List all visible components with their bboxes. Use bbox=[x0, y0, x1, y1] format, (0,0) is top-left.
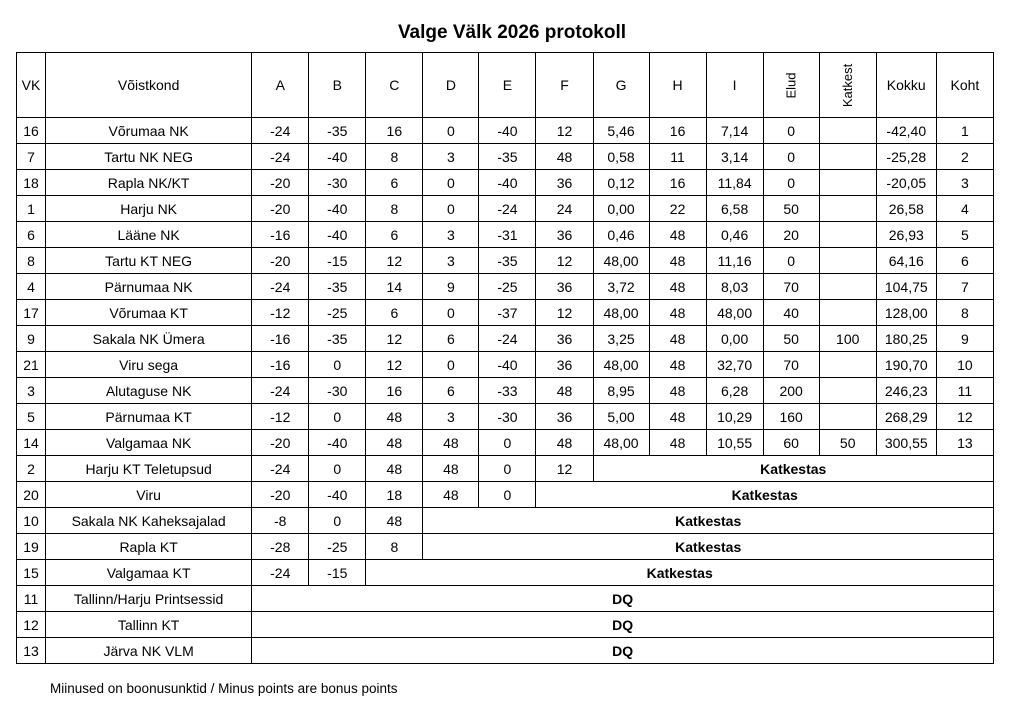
score-cell: 0 bbox=[423, 300, 479, 326]
katkest-cell bbox=[819, 378, 876, 404]
score-cell: 48 bbox=[649, 378, 706, 404]
team-cell: Viru sega bbox=[46, 352, 252, 378]
score-cell: -24 bbox=[479, 196, 536, 222]
katkest-cell: 50 bbox=[819, 430, 876, 456]
score-cell: 48 bbox=[649, 352, 706, 378]
vk-cell: 5 bbox=[17, 404, 46, 430]
score-cell: 6 bbox=[366, 300, 423, 326]
score-cell: 6,58 bbox=[706, 196, 763, 222]
vk-cell: 10 bbox=[17, 508, 46, 534]
table-row bbox=[17, 508, 994, 534]
elud-cell: 50 bbox=[763, 326, 819, 352]
score-cell: -35 bbox=[309, 326, 366, 352]
score-cell: 0 bbox=[479, 430, 536, 456]
table-row bbox=[17, 118, 994, 144]
score-cell: 48 bbox=[366, 456, 423, 482]
table-row bbox=[17, 404, 994, 430]
score-cell: -40 bbox=[309, 222, 366, 248]
katkest-cell bbox=[819, 170, 876, 196]
header-katkest bbox=[819, 53, 876, 118]
score-cell: -24 bbox=[252, 118, 309, 144]
team-cell: Pärnumaa KT bbox=[46, 404, 252, 430]
team-cell: Rapla NK/KT bbox=[46, 170, 252, 196]
table-row bbox=[17, 612, 994, 638]
score-cell: 11,84 bbox=[706, 170, 763, 196]
score-cell: 16 bbox=[649, 118, 706, 144]
elud-cell: 70 bbox=[763, 352, 819, 378]
score-cell: -12 bbox=[252, 300, 309, 326]
katkest-cell bbox=[819, 222, 876, 248]
score-cell: -30 bbox=[479, 404, 536, 430]
score-cell: -35 bbox=[479, 144, 536, 170]
total-cell: 268,29 bbox=[876, 404, 936, 430]
elud-cell: 60 bbox=[763, 430, 819, 456]
score-cell: 48 bbox=[649, 326, 706, 352]
score-cell: 48 bbox=[366, 430, 423, 456]
score-cell: 3 bbox=[423, 144, 479, 170]
vk-cell: 8 bbox=[17, 248, 46, 274]
place-cell: 10 bbox=[936, 352, 993, 378]
score-cell: 0,46 bbox=[706, 222, 763, 248]
score-cell: 48 bbox=[649, 430, 706, 456]
table-row bbox=[17, 144, 994, 170]
score-cell: -40 bbox=[479, 352, 536, 378]
score-cell: -25 bbox=[479, 274, 536, 300]
score-cell: 36 bbox=[536, 404, 593, 430]
table-row bbox=[17, 378, 994, 404]
table-row bbox=[17, 560, 994, 586]
total-cell: -25,28 bbox=[876, 144, 936, 170]
score-cell: 3,72 bbox=[593, 274, 649, 300]
score-cell: -16 bbox=[252, 326, 309, 352]
header-row bbox=[17, 53, 994, 118]
score-cell: 12 bbox=[536, 248, 593, 274]
score-cell: 48 bbox=[649, 222, 706, 248]
score-cell: 36 bbox=[536, 326, 593, 352]
score-cell: -30 bbox=[309, 378, 366, 404]
elud-cell: 160 bbox=[763, 404, 819, 430]
vk-cell: 11 bbox=[17, 586, 46, 612]
score-cell: -35 bbox=[309, 274, 366, 300]
total-cell: -42,40 bbox=[876, 118, 936, 144]
vk-cell: 21 bbox=[17, 352, 46, 378]
vk-cell: 16 bbox=[17, 118, 46, 144]
total-cell: 104,75 bbox=[876, 274, 936, 300]
katkest-cell bbox=[819, 274, 876, 300]
team-cell: Tallinn/Harju Printsessid bbox=[46, 586, 252, 612]
score-cell: 8 bbox=[366, 534, 423, 560]
score-cell: -25 bbox=[309, 300, 366, 326]
score-cell: 3 bbox=[423, 248, 479, 274]
score-cell: 12 bbox=[366, 326, 423, 352]
score-cell: 48 bbox=[536, 378, 593, 404]
team-cell: Harju KT Teletupsud bbox=[46, 456, 252, 482]
score-cell: 48,00 bbox=[593, 300, 649, 326]
dnf-status: Katkestas bbox=[423, 508, 994, 534]
header-elud-label: Elud bbox=[783, 72, 799, 99]
table-row bbox=[17, 482, 994, 508]
score-cell: -12 bbox=[252, 404, 309, 430]
table-row bbox=[17, 274, 994, 300]
vk-cell: 18 bbox=[17, 170, 46, 196]
header-col-a: A bbox=[252, 53, 309, 118]
score-cell: 8 bbox=[366, 196, 423, 222]
score-cell: 48 bbox=[423, 456, 479, 482]
total-cell: 246,23 bbox=[876, 378, 936, 404]
header-koht: Koht bbox=[936, 53, 993, 118]
place-cell: 12 bbox=[936, 404, 993, 430]
score-cell: 3,25 bbox=[593, 326, 649, 352]
katkest-cell bbox=[819, 248, 876, 274]
score-cell: 36 bbox=[536, 274, 593, 300]
score-cell: 48 bbox=[649, 404, 706, 430]
score-cell: -16 bbox=[252, 222, 309, 248]
score-cell: 8 bbox=[366, 144, 423, 170]
team-cell: Harju NK bbox=[46, 196, 252, 222]
elud-cell: 200 bbox=[763, 378, 819, 404]
score-cell: -35 bbox=[309, 118, 366, 144]
place-cell: 13 bbox=[936, 430, 993, 456]
header-col-h: H bbox=[649, 53, 706, 118]
score-cell: 0,12 bbox=[593, 170, 649, 196]
score-cell: -24 bbox=[252, 456, 309, 482]
score-cell: 0 bbox=[309, 404, 366, 430]
header-col-c: C bbox=[366, 53, 423, 118]
score-cell: 0 bbox=[479, 456, 536, 482]
team-cell: Tallinn KT bbox=[46, 612, 252, 638]
dnf-status: Katkestas bbox=[423, 534, 994, 560]
score-cell: -30 bbox=[309, 170, 366, 196]
score-cell: -20 bbox=[252, 196, 309, 222]
score-cell: 8,95 bbox=[593, 378, 649, 404]
total-cell: -20,05 bbox=[876, 170, 936, 196]
table-row bbox=[17, 430, 994, 456]
table-row bbox=[17, 170, 994, 196]
elud-cell: 40 bbox=[763, 300, 819, 326]
score-cell: -15 bbox=[309, 248, 366, 274]
score-cell: 0 bbox=[423, 118, 479, 144]
score-cell: 6 bbox=[423, 326, 479, 352]
vk-cell: 1 bbox=[17, 196, 46, 222]
header-col-f: F bbox=[536, 53, 593, 118]
katkest-cell: 100 bbox=[819, 326, 876, 352]
score-cell: 12 bbox=[366, 352, 423, 378]
score-cell: -40 bbox=[309, 430, 366, 456]
score-cell: 12 bbox=[536, 456, 593, 482]
header-col-i: I bbox=[706, 53, 763, 118]
score-cell: 10,29 bbox=[706, 404, 763, 430]
team-cell: Pärnumaa NK bbox=[46, 274, 252, 300]
score-cell: -35 bbox=[479, 248, 536, 274]
score-cell: 0,58 bbox=[593, 144, 649, 170]
score-cell: 0 bbox=[423, 352, 479, 378]
score-cell: 48 bbox=[366, 404, 423, 430]
place-cell: 11 bbox=[936, 378, 993, 404]
katkest-cell bbox=[819, 144, 876, 170]
vk-cell: 3 bbox=[17, 378, 46, 404]
dnf-status: Katkestas bbox=[366, 560, 994, 586]
score-cell: -31 bbox=[479, 222, 536, 248]
elud-cell: 0 bbox=[763, 248, 819, 274]
score-cell: 6,28 bbox=[706, 378, 763, 404]
score-cell: 48 bbox=[649, 274, 706, 300]
table-row bbox=[17, 638, 994, 664]
score-cell: -28 bbox=[252, 534, 309, 560]
team-cell: Tartu NK NEG bbox=[46, 144, 252, 170]
team-cell: Viru bbox=[46, 482, 252, 508]
score-cell: 36 bbox=[536, 222, 593, 248]
team-cell: Valgamaa KT bbox=[46, 560, 252, 586]
place-cell: 2 bbox=[936, 144, 993, 170]
score-cell: 48 bbox=[649, 300, 706, 326]
score-cell: -20 bbox=[252, 248, 309, 274]
score-cell: 0 bbox=[309, 456, 366, 482]
score-cell: 0,00 bbox=[593, 196, 649, 222]
score-cell: 48 bbox=[366, 508, 423, 534]
score-cell: 0 bbox=[423, 170, 479, 196]
elud-cell: 0 bbox=[763, 144, 819, 170]
team-cell: Tartu KT NEG bbox=[46, 248, 252, 274]
place-cell: 9 bbox=[936, 326, 993, 352]
total-cell: 26,58 bbox=[876, 196, 936, 222]
total-cell: 300,55 bbox=[876, 430, 936, 456]
score-cell: 48 bbox=[423, 430, 479, 456]
elud-cell: 20 bbox=[763, 222, 819, 248]
place-cell: 5 bbox=[936, 222, 993, 248]
results-table bbox=[16, 52, 994, 664]
score-cell: 12 bbox=[366, 248, 423, 274]
header-kokku: Kokku bbox=[876, 53, 936, 118]
results-body bbox=[17, 118, 994, 664]
vk-cell: 17 bbox=[17, 300, 46, 326]
score-cell: -40 bbox=[479, 118, 536, 144]
table-row bbox=[17, 326, 994, 352]
protocol-title: Valge Välk 2026 protokoll bbox=[397, 22, 627, 43]
score-cell: 0 bbox=[309, 352, 366, 378]
vk-cell: 15 bbox=[17, 560, 46, 586]
vk-cell: 13 bbox=[17, 638, 46, 664]
table-row bbox=[17, 300, 994, 326]
place-cell: 4 bbox=[936, 196, 993, 222]
header-col-d: D bbox=[423, 53, 479, 118]
score-cell: 3 bbox=[423, 222, 479, 248]
team-cell: Võrumaa NK bbox=[46, 118, 252, 144]
score-cell: -40 bbox=[309, 144, 366, 170]
total-cell: 64,16 bbox=[876, 248, 936, 274]
vk-cell: 6 bbox=[17, 222, 46, 248]
total-cell: 128,00 bbox=[876, 300, 936, 326]
score-cell: 22 bbox=[649, 196, 706, 222]
score-cell: 48 bbox=[536, 144, 593, 170]
table-row bbox=[17, 248, 994, 274]
elud-cell: 0 bbox=[763, 170, 819, 196]
total-cell: 26,93 bbox=[876, 222, 936, 248]
score-cell: 32,70 bbox=[706, 352, 763, 378]
vk-cell: 4 bbox=[17, 274, 46, 300]
score-cell: 0 bbox=[309, 508, 366, 534]
katkest-cell bbox=[819, 118, 876, 144]
vk-cell: 14 bbox=[17, 430, 46, 456]
score-cell: 11 bbox=[649, 144, 706, 170]
score-cell: 0 bbox=[423, 196, 479, 222]
place-cell: 3 bbox=[936, 170, 993, 196]
table-row bbox=[17, 534, 994, 560]
place-cell: 1 bbox=[936, 118, 993, 144]
score-cell: 3 bbox=[423, 404, 479, 430]
table-row bbox=[17, 196, 994, 222]
dq-status: DQ bbox=[252, 638, 994, 664]
score-cell: 24 bbox=[536, 196, 593, 222]
header-elud bbox=[763, 53, 819, 118]
table-row bbox=[17, 586, 994, 612]
score-cell: 18 bbox=[366, 482, 423, 508]
score-cell: -25 bbox=[309, 534, 366, 560]
score-cell: -33 bbox=[479, 378, 536, 404]
score-cell: 48 bbox=[423, 482, 479, 508]
vk-cell: 7 bbox=[17, 144, 46, 170]
score-cell: 6 bbox=[366, 222, 423, 248]
score-cell: 16 bbox=[366, 118, 423, 144]
score-cell: 48,00 bbox=[593, 352, 649, 378]
score-cell: -16 bbox=[252, 352, 309, 378]
score-cell: 6 bbox=[366, 170, 423, 196]
score-cell: 7,14 bbox=[706, 118, 763, 144]
score-cell: -15 bbox=[309, 560, 366, 586]
team-cell: Sakala NK Kaheksajalad bbox=[46, 508, 252, 534]
vk-cell: 2 bbox=[17, 456, 46, 482]
score-cell: 10,55 bbox=[706, 430, 763, 456]
header-col-e: E bbox=[479, 53, 536, 118]
score-cell: 3,14 bbox=[706, 144, 763, 170]
header-col-g: G bbox=[593, 53, 649, 118]
place-cell: 6 bbox=[936, 248, 993, 274]
total-cell: 180,25 bbox=[876, 326, 936, 352]
header-katkest-label: Katkest bbox=[840, 63, 856, 108]
score-cell: 0 bbox=[479, 482, 536, 508]
score-cell: 5,46 bbox=[593, 118, 649, 144]
score-cell: -20 bbox=[252, 482, 309, 508]
team-cell: Rapla KT bbox=[46, 534, 252, 560]
katkest-cell bbox=[819, 404, 876, 430]
vk-cell: 20 bbox=[17, 482, 46, 508]
score-cell: 36 bbox=[536, 170, 593, 196]
total-cell: 190,70 bbox=[876, 352, 936, 378]
table-row bbox=[17, 352, 994, 378]
score-cell: -24 bbox=[252, 274, 309, 300]
katkest-cell bbox=[819, 300, 876, 326]
table-row bbox=[17, 222, 994, 248]
team-cell: Järva NK VLM bbox=[46, 638, 252, 664]
score-cell: -20 bbox=[252, 430, 309, 456]
table-row bbox=[17, 456, 994, 482]
score-cell: 0,00 bbox=[706, 326, 763, 352]
score-cell: 0,46 bbox=[593, 222, 649, 248]
score-cell: 48,00 bbox=[706, 300, 763, 326]
score-cell: -8 bbox=[252, 508, 309, 534]
header-team: Võistkond bbox=[46, 53, 252, 118]
score-cell: 11,16 bbox=[706, 248, 763, 274]
footnote: Miinused on boonusunktid / Minus points are bonus points bbox=[50, 681, 398, 696]
place-cell: 7 bbox=[936, 274, 993, 300]
score-cell: -20 bbox=[252, 170, 309, 196]
score-cell: -40 bbox=[309, 482, 366, 508]
score-cell: 5,00 bbox=[593, 404, 649, 430]
vk-cell: 19 bbox=[17, 534, 46, 560]
score-cell: 9 bbox=[423, 274, 479, 300]
score-cell: 36 bbox=[536, 352, 593, 378]
score-cell: 16 bbox=[366, 378, 423, 404]
score-cell: 14 bbox=[366, 274, 423, 300]
team-cell: Alutaguse NK bbox=[46, 378, 252, 404]
katkest-cell bbox=[819, 352, 876, 378]
dq-status: DQ bbox=[252, 612, 994, 638]
dnf-status: Katkestas bbox=[593, 456, 994, 482]
team-cell: Lääne NK bbox=[46, 222, 252, 248]
elud-cell: 50 bbox=[763, 196, 819, 222]
score-cell: -24 bbox=[252, 144, 309, 170]
vk-cell: 9 bbox=[17, 326, 46, 352]
team-cell: Sakala NK Ümera bbox=[46, 326, 252, 352]
header-col-b: B bbox=[309, 53, 366, 118]
score-cell: 48,00 bbox=[593, 430, 649, 456]
team-cell: Võrumaa KT bbox=[46, 300, 252, 326]
score-cell: -40 bbox=[479, 170, 536, 196]
header-vk: VK bbox=[17, 53, 46, 118]
elud-cell: 70 bbox=[763, 274, 819, 300]
score-cell: -40 bbox=[309, 196, 366, 222]
score-cell: 6 bbox=[423, 378, 479, 404]
score-cell: 16 bbox=[649, 170, 706, 196]
katkest-cell bbox=[819, 196, 876, 222]
elud-cell: 0 bbox=[763, 118, 819, 144]
score-cell: -24 bbox=[252, 560, 309, 586]
score-cell: -37 bbox=[479, 300, 536, 326]
place-cell: 8 bbox=[936, 300, 993, 326]
score-cell: 48 bbox=[649, 248, 706, 274]
score-cell: -24 bbox=[479, 326, 536, 352]
vk-cell: 12 bbox=[17, 612, 46, 638]
score-cell: 48 bbox=[536, 430, 593, 456]
score-cell: 12 bbox=[536, 118, 593, 144]
score-cell: 48,00 bbox=[593, 248, 649, 274]
team-cell: Valgamaa NK bbox=[46, 430, 252, 456]
score-cell: 12 bbox=[536, 300, 593, 326]
score-cell: 8,03 bbox=[706, 274, 763, 300]
dq-status: DQ bbox=[252, 586, 994, 612]
score-cell: -24 bbox=[252, 378, 309, 404]
dnf-status: Katkestas bbox=[536, 482, 994, 508]
